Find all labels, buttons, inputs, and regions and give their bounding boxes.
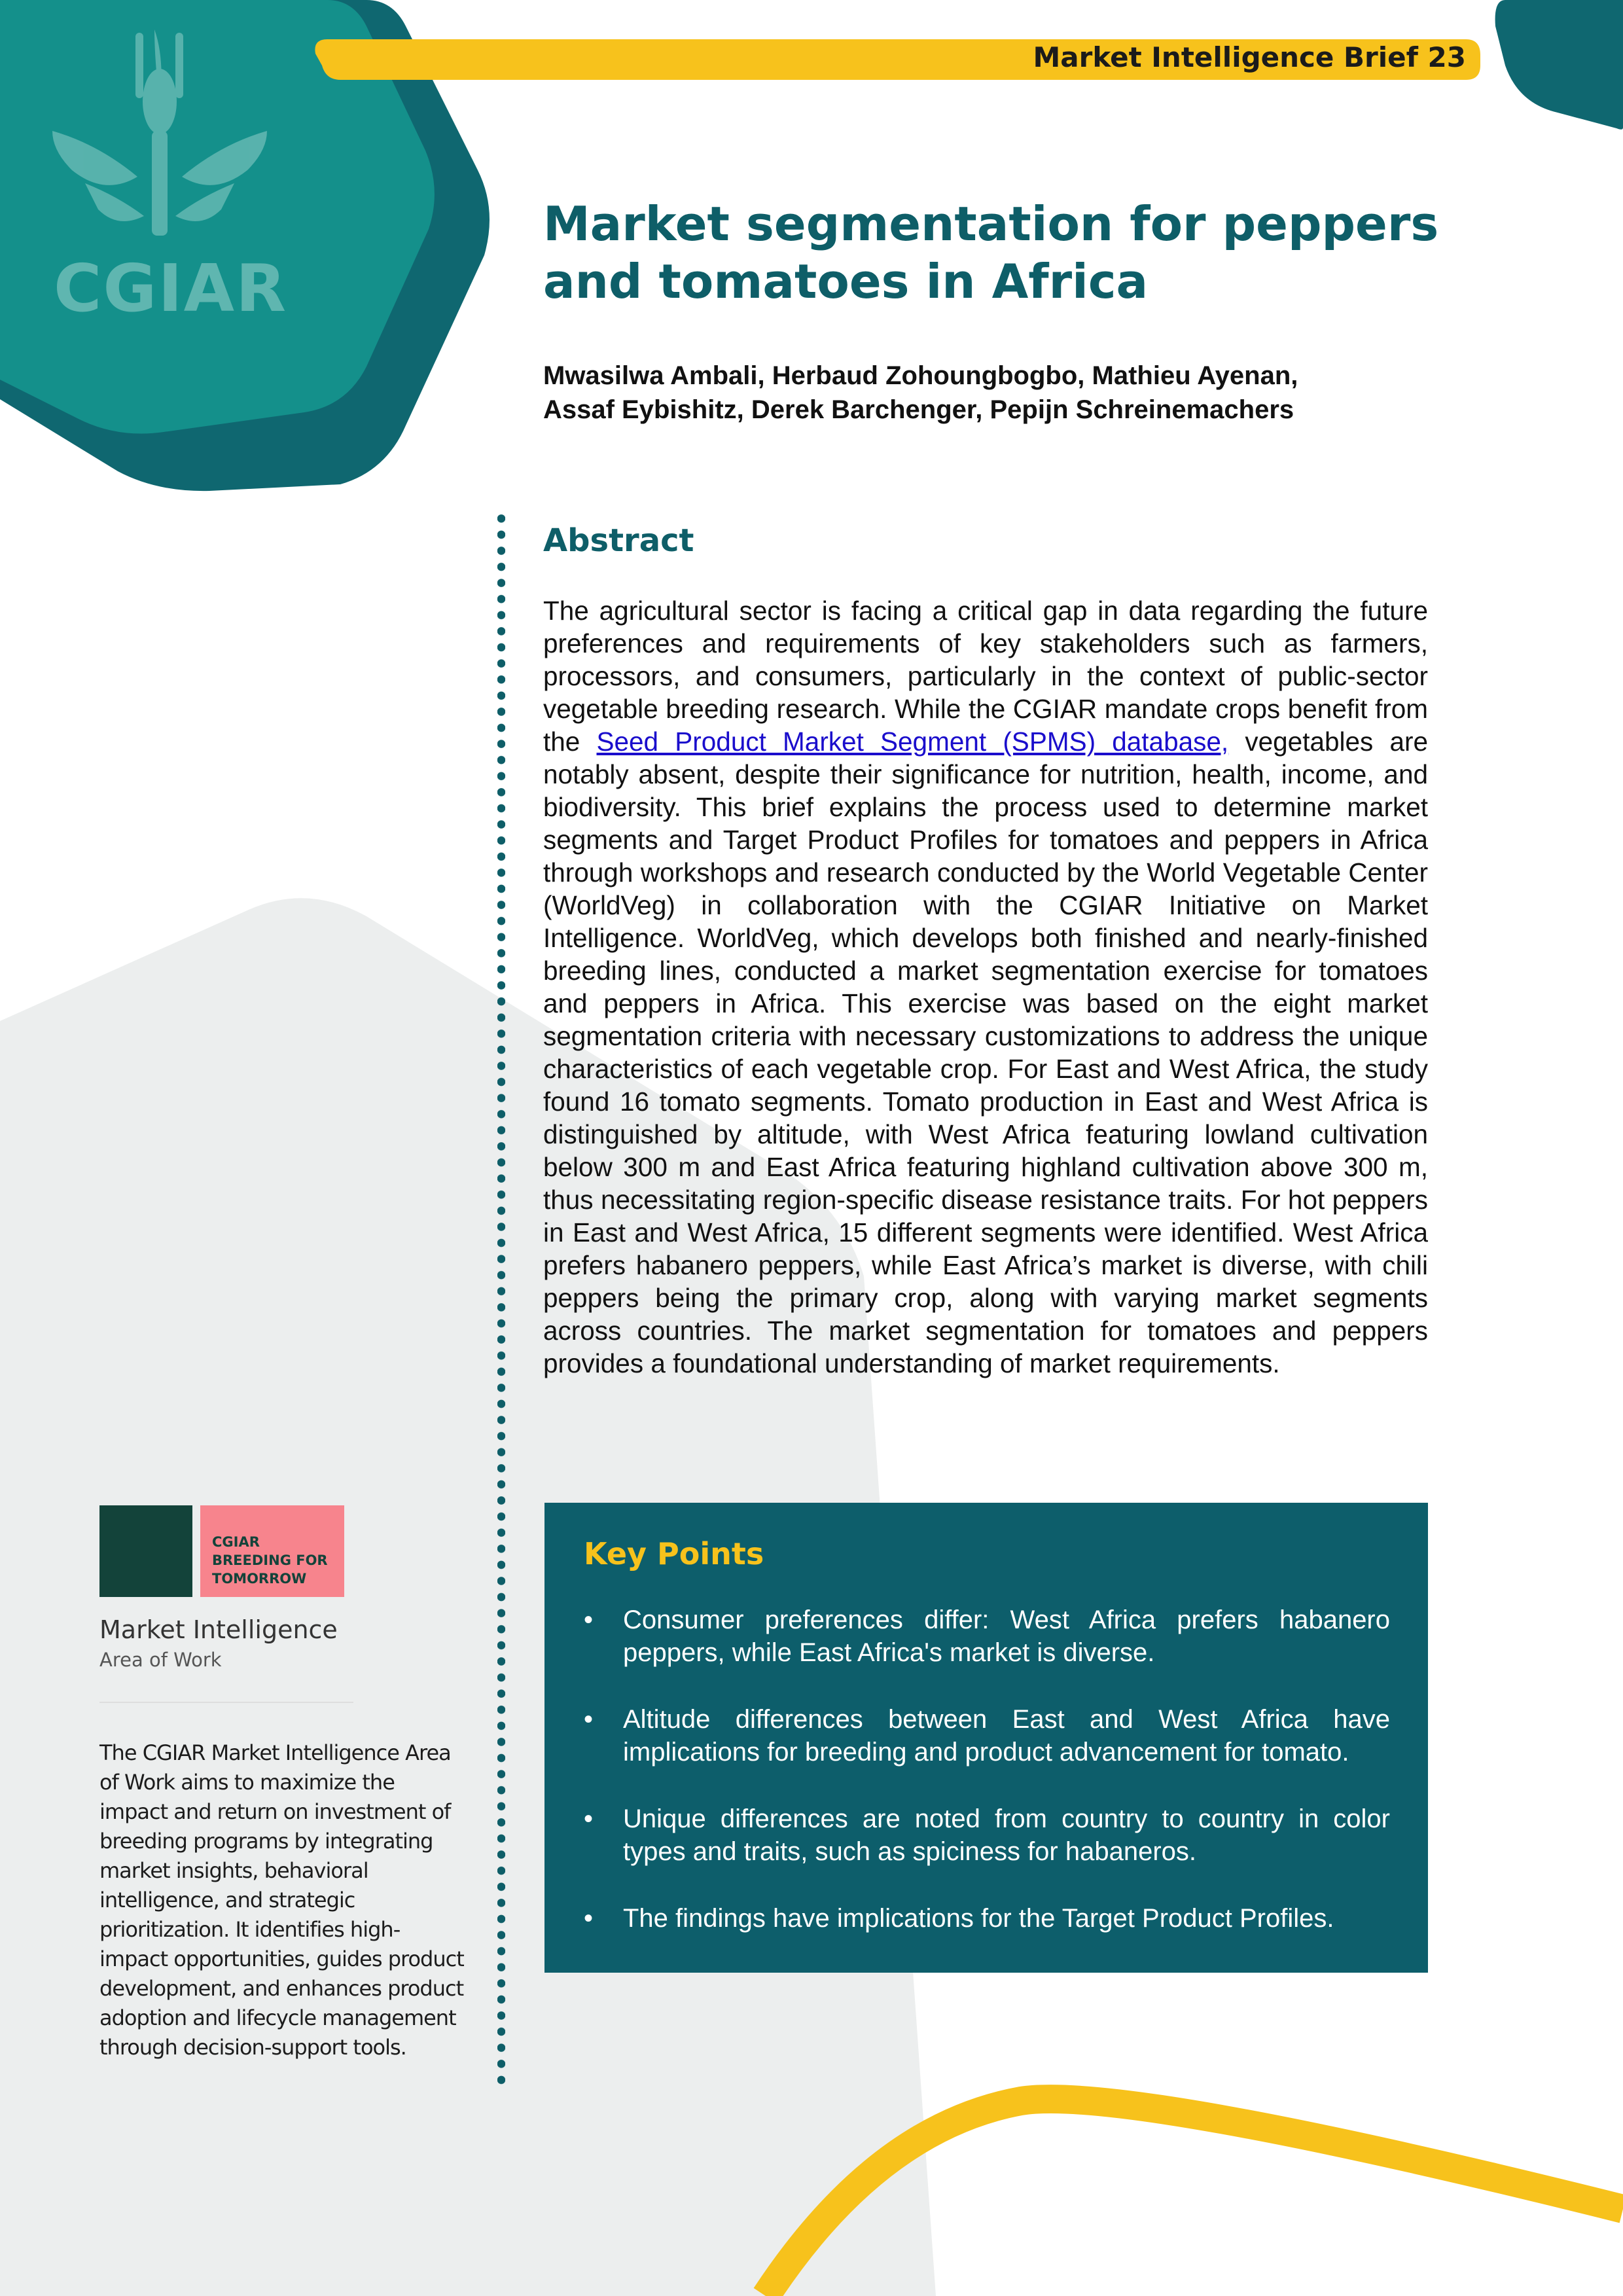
abstract-text-part-1: The agricultural sector is facing a critical gap in data regarding the future preferences and requirements of key stakeholders such as farmers, processors, and consumers, particularly in the context of public-sector vegetable breeding research. While the CGIAR mandate crops benefit from the (543, 596, 1428, 757)
abstract-text-part-2: vegetables are notably absent, despite their significance for nutrition, health, income, and biodiversity. This brief explains the process used to determine market segments and Target Product Profiles for tomatoes and peppers in Africa through workshops and research conducted by the World Vegetable Center (WorldVeg) in collaboration with the CGIAR Initiative on Market Intelligence. WorldVeg, which develops both finished and nearly-finished breeding lines, conducted a market segmentation exercise for tomatoes and peppers in Africa. This exercise was based on the eight market segmentation criteria with necessary customizations to address the unique characteristics of each vegetable crop. For East and West Africa, the study found 16 tomato segments. Tomato production in East and West Africa is distinguished by altitude, with West Africa featuring lowland cultivation below 300 m and East Africa featuring highland cultivation above 300 m, thus necessitating region-specific disease resistance traits. For hot peppers in East and West Africa, 15 different segments were identified. West Africa prefers habanero peppers, while East Africa’s market is diverse, with chili peppers being the primary crop, along with varying market segments across countries. The market segmentation for tomatoes and peppers provides a foundational understanding of market requirements. (543, 726, 1428, 1378)
authors (543, 359, 1472, 427)
teal-top-right-shape (1495, 0, 1623, 130)
area-subtitle: Area of Work (99, 1649, 222, 1671)
brief-label: Market Intelligence Brief 23 (1033, 41, 1466, 73)
sidebar-divider (99, 1702, 353, 1703)
key-point-item: • Consumer preferences differ: West Africa prefers habanero peppers, while East Africa's market is diverse. (584, 1604, 1390, 1669)
key-point-item: • Altitude differences between East and West Africa have implications for breeding and product advancement for tomato. (584, 1703, 1390, 1768)
area-title: Market Intelligence (99, 1615, 338, 1644)
cgiar-logo-wordmark: CGIAR (54, 250, 288, 327)
area-description: The CGIAR Market Intelligence Area of Work aims to maximize the impact and return on investment of breeding programs by integrating market insights, behavioral intelligence, and strategic prioritization. It identifies high-impact opportunities, guides product development, and enhances product adoption and lifecycle management through decision-support tools. (99, 1740, 464, 2060)
key-points-box (544, 1503, 1428, 1973)
key-point-item: • Unique differences are noted from country to country in color types and traits, such as spiciness for habaneros. (584, 1803, 1390, 1868)
authors-line-1: Mwasilwa Ambali, Herbaud Zohoungbogbo, Mathieu Ayenan, (543, 361, 1298, 390)
spms-database-link[interactable]: Seed Product Market Segment (SPMS) database, (596, 726, 1229, 757)
abstract-heading: Abstract (543, 522, 694, 559)
dotted-divider (497, 511, 505, 2088)
page-title: Market segmentation for peppers and tomatoes in Africa (543, 196, 1439, 309)
key-points-list (584, 1604, 1390, 1969)
key-point-item: • The findings have implications for the Target Product Profiles. (584, 1902, 1390, 1935)
authors-line-2: Assaf Eybishitz, Derek Barchenger, Pepijn Schreinemachers (543, 395, 1294, 424)
key-points-heading: Key Points (584, 1536, 764, 1571)
abstract-text (543, 594, 1428, 1380)
badge-icon-tile (99, 1505, 192, 1597)
badge-text: CGIAR BREEDING FOR TOMORROW (212, 1534, 328, 1587)
